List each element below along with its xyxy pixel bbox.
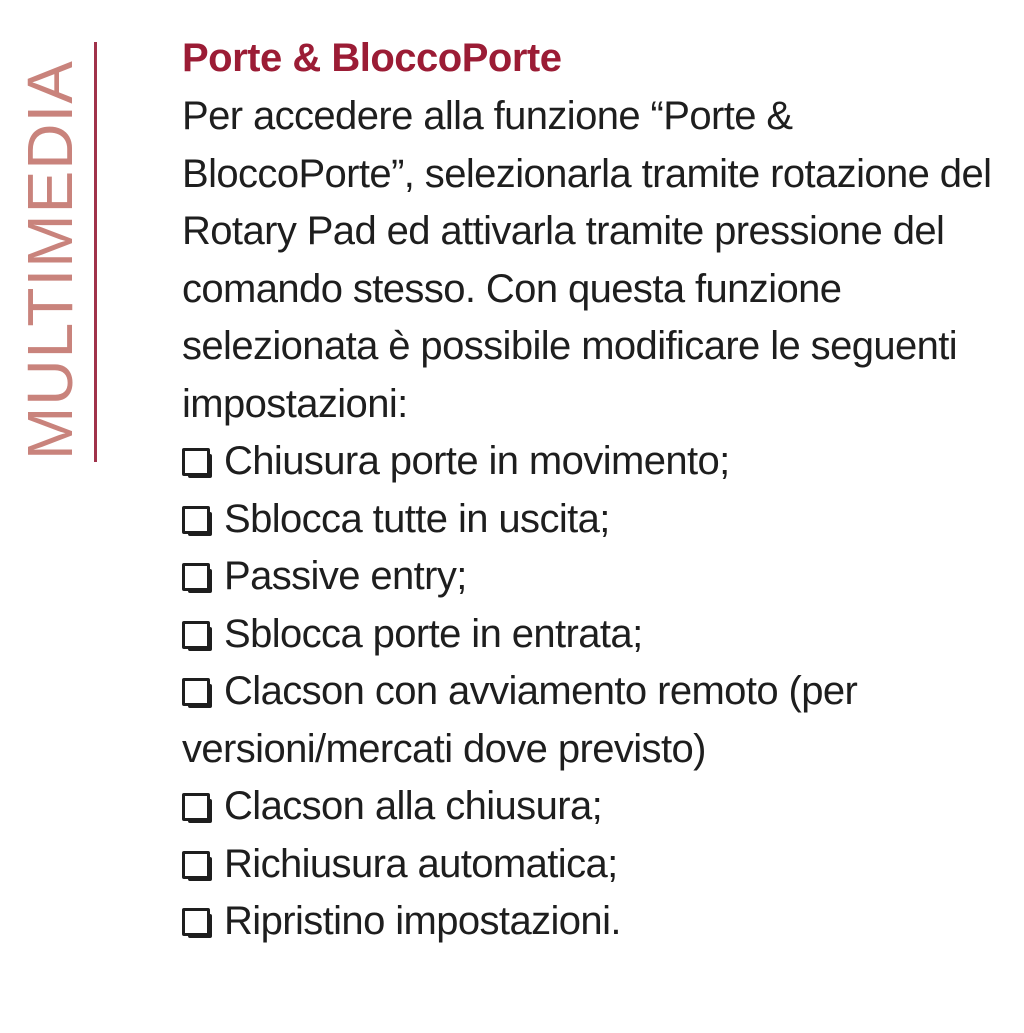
checkbox-icon	[182, 621, 210, 649]
checkbox-icon	[182, 793, 210, 821]
list-item	[182, 491, 1002, 549]
list-item-label: Passive entry;	[224, 554, 467, 598]
list-item	[182, 663, 1002, 778]
list-item	[182, 778, 1002, 836]
section-divider	[94, 42, 97, 462]
checkbox-icon	[182, 563, 210, 591]
checkbox-icon	[182, 851, 210, 879]
list-item	[182, 893, 1002, 951]
checkbox-icon	[182, 448, 210, 476]
settings-list	[182, 433, 1002, 951]
list-item-label: Clacson con avviamento remoto (per versioni/mercati dove previsto)	[182, 669, 858, 771]
list-item-label: Sblocca porte in entrata;	[224, 611, 643, 656]
section-label-text: MULTIMEDIA	[14, 60, 86, 460]
list-item-label: Clacson alla chiusura;	[224, 784, 603, 828]
list-item-label: Ripristino impostazioni.	[224, 899, 621, 943]
article-title: Porte & BloccoPorte	[182, 36, 562, 80]
list-item	[182, 433, 1002, 491]
list-item	[182, 606, 1002, 664]
checkbox-icon	[182, 506, 210, 534]
article-intro: Per accedere alla funzione “Porte & BloccoPorte”, selezionarla tramite rotazione del Rotary Pad ed attivarla tramite pressione del comando stesso. Con questa funzione selezionata è possibile modificare le seguenti impostazioni:	[182, 94, 992, 426]
checkbox-icon	[182, 678, 210, 706]
checkbox-icon	[182, 908, 210, 936]
section-label	[14, 40, 86, 460]
list-item-label: Richiusura automatica;	[224, 841, 618, 886]
list-item	[182, 836, 1002, 894]
list-item-label: Sblocca tutte in uscita;	[224, 496, 610, 541]
article	[182, 30, 1002, 951]
list-item-label: Chiusura porte in movimento;	[224, 439, 730, 483]
list-item	[182, 548, 1002, 606]
